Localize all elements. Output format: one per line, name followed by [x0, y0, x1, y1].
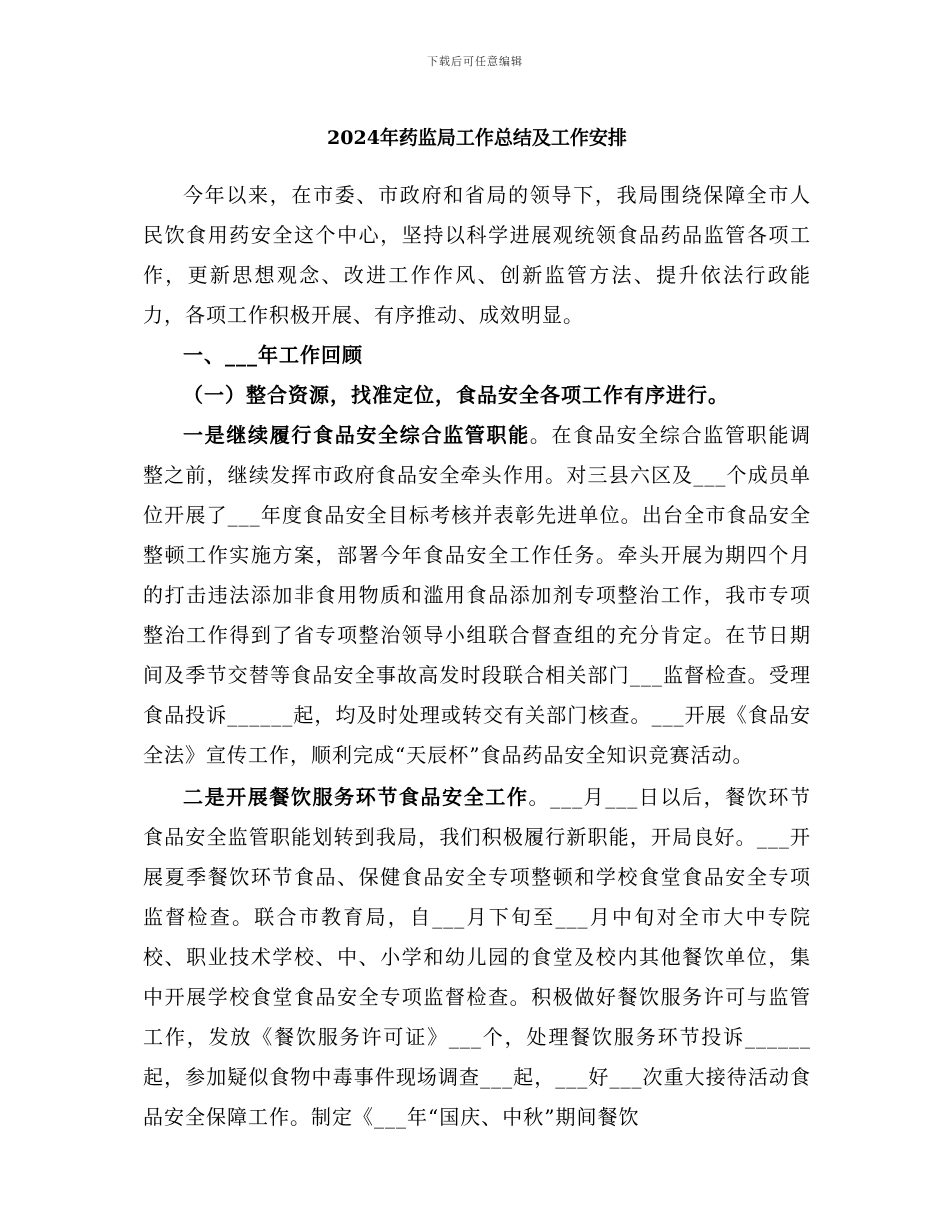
item-two-body: 。___月___日以后，餐饮环节食品安全监管职能划转到我局，我们积极履行新职能，开局良好。___开展夏季餐饮环节食品、保健食品安全专项整顿和学校食堂食品安全专项监督检查。联合市教育局，自___月下旬至___月中旬对全市大中专院校、职业技术学校、中、小学和幼儿园的食堂及校内其他餐饮单位，集中开展学校食堂食品安全专项监督检查。积极做好餐饮服务许可与监管工作，发放《餐饮服务许可证》___个，处理餐饮服务环节投诉______起，参加疑似食物中毒事件现场调查___起，___好___次重大接待活动食品安全保障工作。制定《___年“国庆、中秋”期间餐饮: [143, 785, 812, 1129]
item-one-body: 。在食品安全综合监管职能调整之前，继续发挥市政府食品安全牵头作用。对三县六区及___个成员单位开展了___年度食品安全目标考核并表彰先进单位。出台全市食品安全整顿工作实施方案，部署今年食品安全工作任务。牵头开展为期四个月的打击违法添加非食用物质和滥用食品添加剂专项整治工作，我市专项整治工作得到了省专项整治领导小组联合督查组的充分肯定。在节日期间及季节交替等食品安全事故高发时段联合相关部门___监督检查。受理食品投诉______起，均及时处理或转交有关部门核查。___开展《食品安全法》宣传工作，顺利完成“天辰杯”食品药品安全知识竞赛活动。: [143, 423, 812, 767]
item-one-lead: 一是继续履行食品安全综合监管职能: [183, 423, 530, 447]
section-heading: 一、___年工作回顾: [183, 343, 363, 367]
item-one-paragraph: [143, 415, 811, 775]
item-two-lead: 二是开展餐饮服务环节食品安全工作: [183, 785, 529, 809]
intro-paragraph: 今年以来，在市委、市政府和省局的领导下，我局围绕保障全市人民饮食用药安全这个中心，坚持以科学进展观统领食品药品监管各项工作，更新思想观念、改进工作作风、创新监管方法、提升依法行政能力，各项工作积极开展、有序推动、成效明显。: [143, 183, 811, 327]
document-body: [143, 118, 811, 1137]
page-header-note: 下载后可任意编辑: [427, 55, 523, 68]
item-two-paragraph: [143, 777, 811, 1137]
subsection-heading: （一）整合资源，找准定位，食品安全各项工作有序进行。: [183, 383, 729, 407]
document-title: 2024年药监局工作总结及工作安排: [327, 127, 627, 149]
